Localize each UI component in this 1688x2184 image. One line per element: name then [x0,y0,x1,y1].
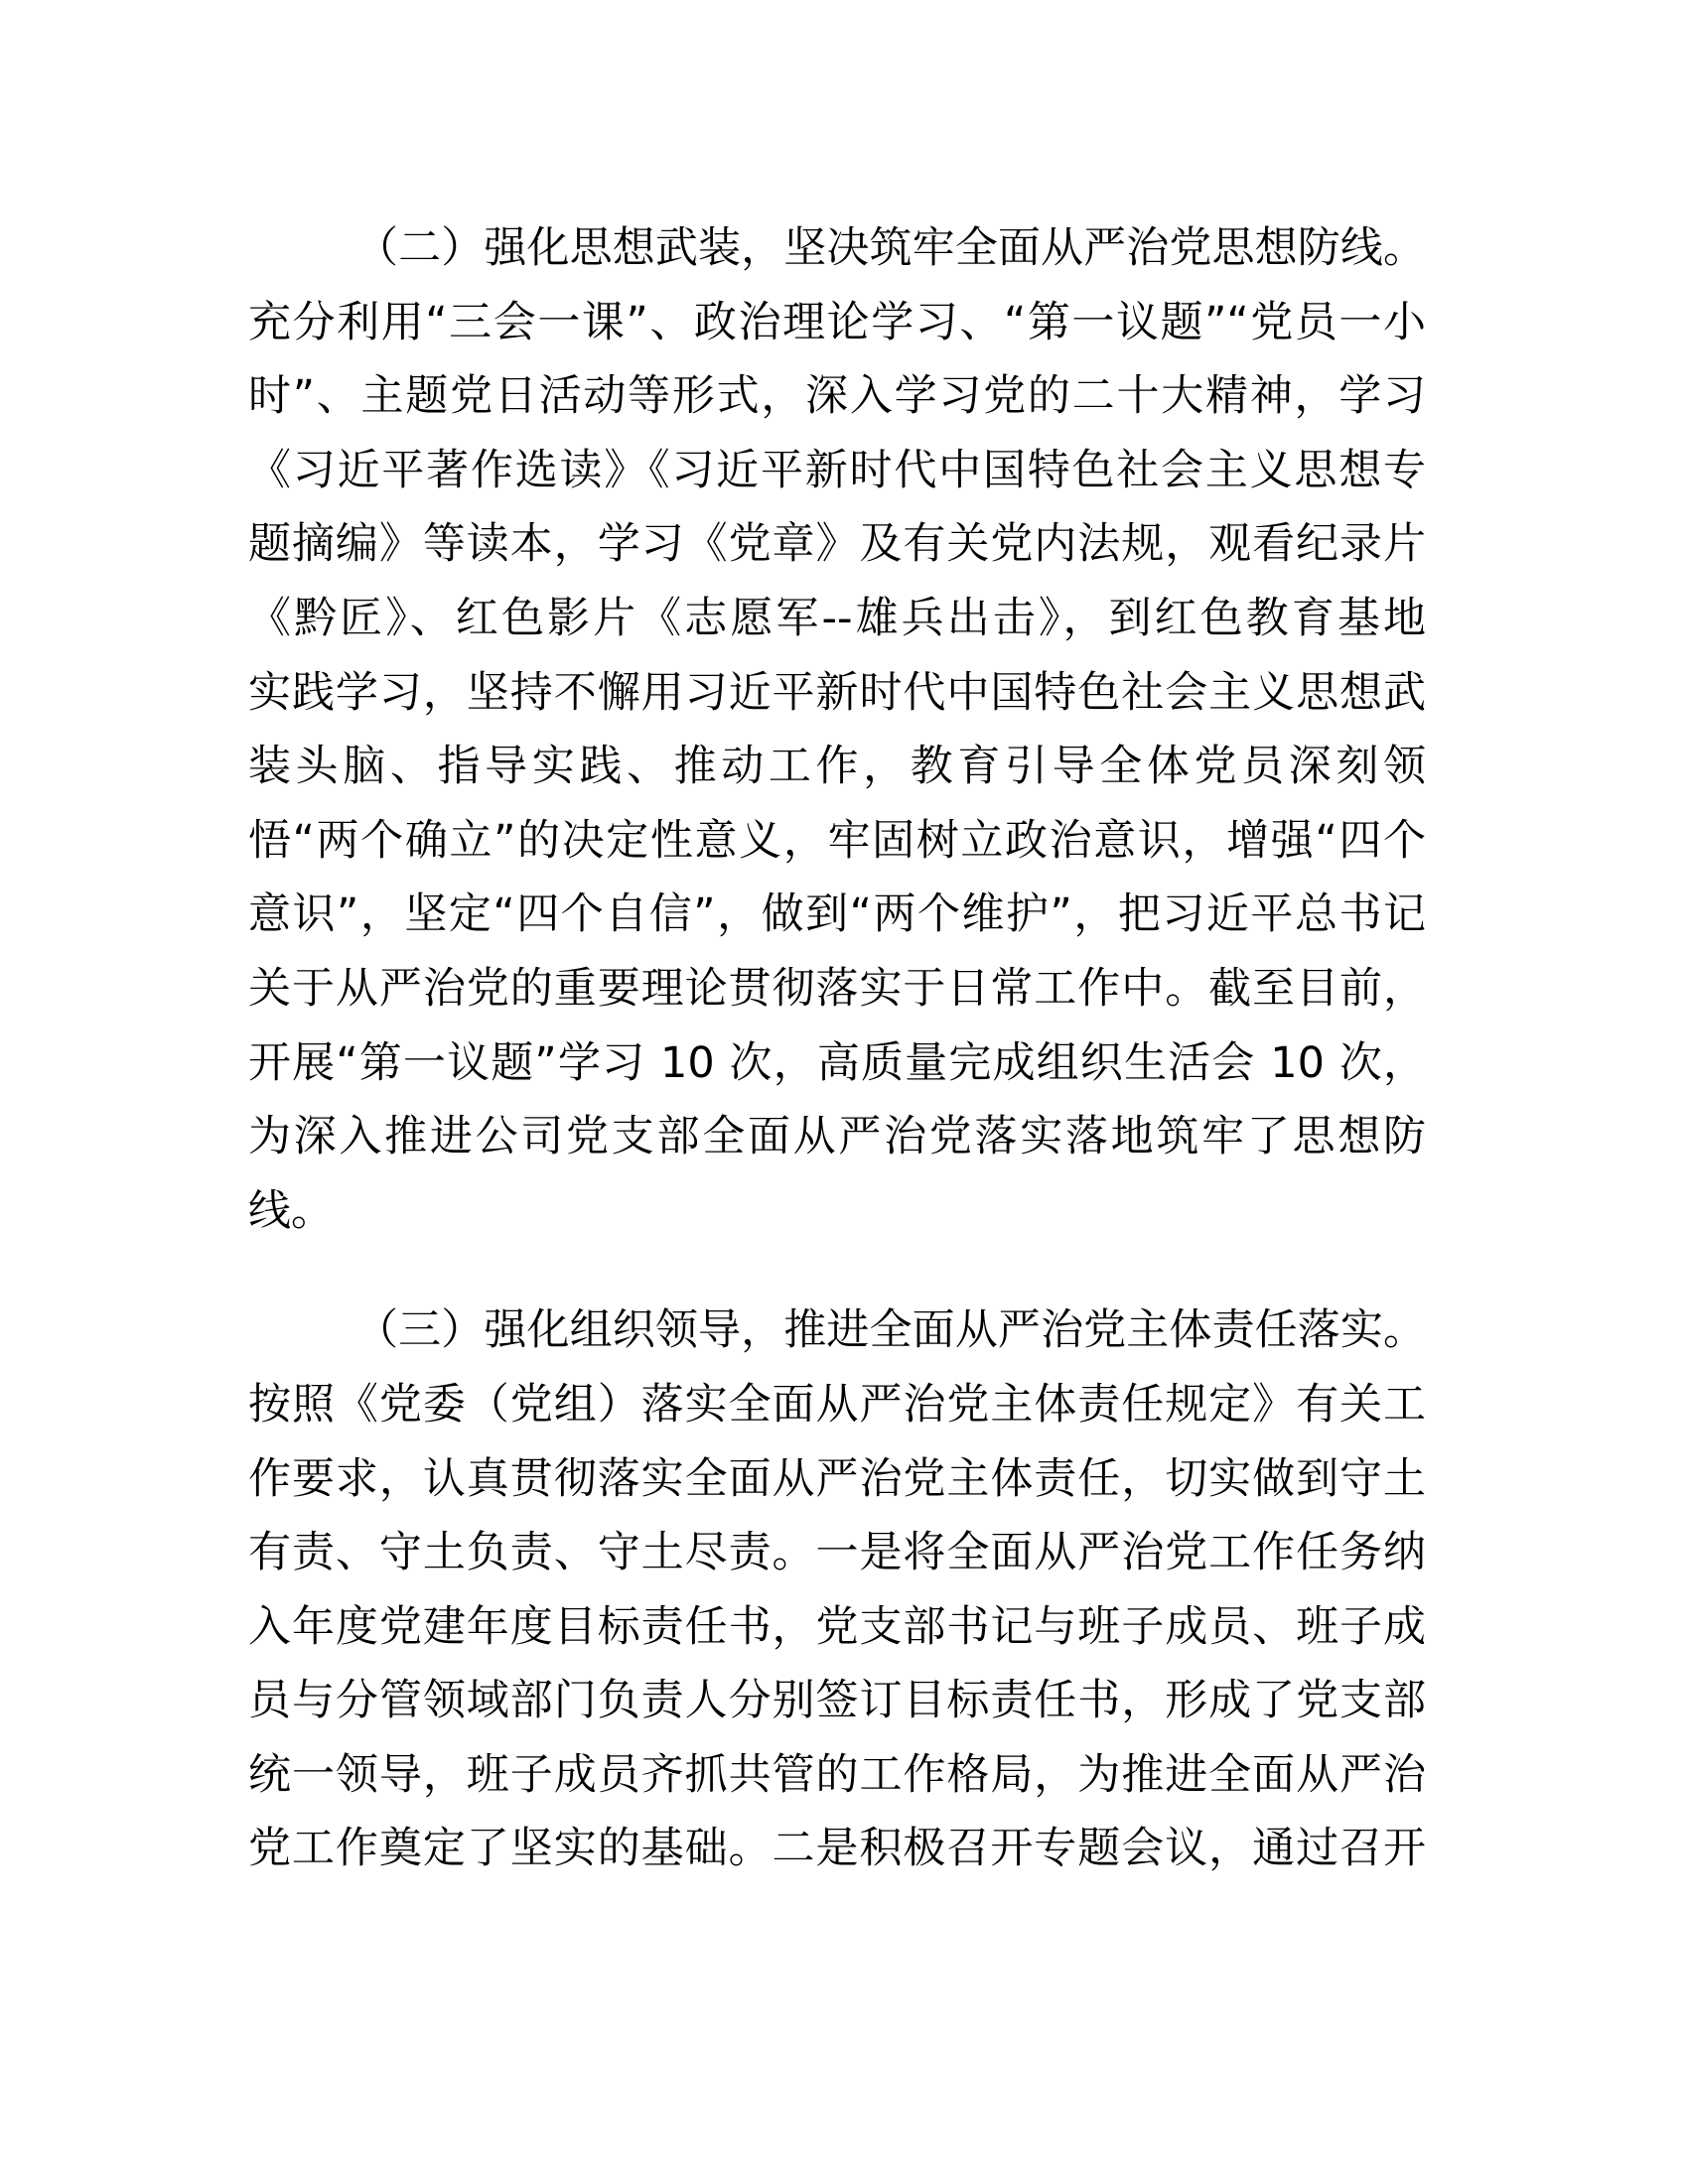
document-page [248,211,1426,1886]
text-line: 装头脑、指导实践、推动工作，教育引导全体党员深刻领 [248,742,1426,792]
text-line: 《黔匠》、红色影片《志愿军--雄兵出击》，到红色教育基地 [248,593,1426,643]
text-line: 员与分管领域部门负责人分别签订目标责任书，形成了党支部 [248,1676,1426,1726]
text-line: 党工作奠定了坚实的基础。二是积极召开专题会议，通过召开 [248,1824,1426,1874]
text-line: 作要求，认真贯彻落实全面从严治党主体责任，切实做到守土 [248,1453,1426,1504]
text-line: 充分利用“三会一课”、政治理论学习、“第一议题”“党员一小 [248,297,1426,347]
text-line: 统一领导，班子成员齐抓共管的工作格局，为推进全面从严治 [248,1749,1426,1800]
text-line: 意识”，坚定“四个自信”，做到“两个维护”，把习近平总书记 [248,889,1426,940]
text-line: 入年度党建年度目标责任书，党支部书记与班子成员、班子成 [248,1601,1426,1652]
section-heading-line: （二）强化思想武装，坚决筑牢全面从严治党思想防线。 [355,223,1426,273]
text-line: 关于从严治党的重要理论贯彻落实于日常工作中。截至目前， [248,963,1426,1014]
section-heading-line: （三）强化组织领导，推进全面从严治党主体责任落实。 [355,1305,1426,1356]
paragraph-ideological-armament [248,211,1426,1248]
text-line: 开展“第一议题”学习 10 次，高质量完成组织生活会 10 次， [248,1037,1426,1088]
text-line: 按照《党委（党组）落实全面从严治党主体责任规定》有关工 [248,1379,1426,1430]
text-line: 为深入推进公司党支部全面从严治党落实落地筑牢了思想防 [248,1112,1426,1162]
text-line: 线。 [248,1185,334,1236]
text-line: 有责、守土负责、守土尽责。一是将全面从严治党工作任务纳 [248,1528,1426,1578]
paragraph-organizational-leadership [248,1294,1426,1886]
text-line: 《习近平著作选读》《习近平新时代中国特色社会主义思想专 [248,445,1426,495]
text-line: 题摘编》等读本，学习《党章》及有关党内法规，观看纪录片 [248,519,1426,570]
text-line: 实践学习，坚持不懈用习近平新时代中国特色社会主义思想武 [248,667,1426,718]
text-line: 悟“两个确立”的决定性意义，牢固树立政治意识，增强“四个 [248,815,1426,866]
text-line: 时”、主题党日活动等形式，深入学习党的二十大精神，学习 [248,371,1426,422]
